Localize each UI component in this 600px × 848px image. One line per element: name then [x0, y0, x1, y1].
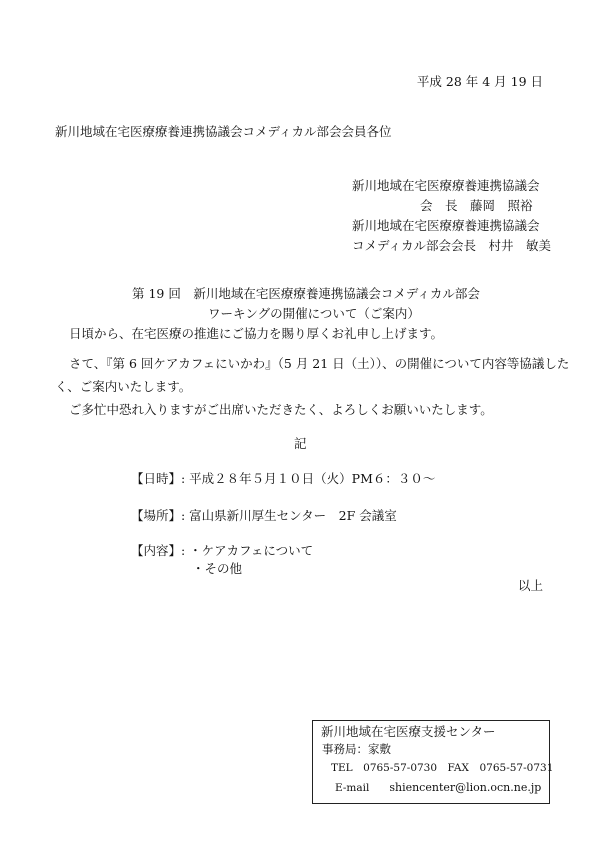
- body-paragraph-2-cont: く、ご案内いたします。: [55, 379, 192, 394]
- body-text-1: 日頃から、在宅医療の推進にご協力を賜り厚くお礼申し上げます。: [69, 326, 444, 341]
- document-date: 平成 28 年 4 月 19 日: [416, 74, 543, 89]
- body-text-2a: さて、『第 6 回ケアカフェにいかわ』（5 月 21 日（土））、の開催について内容等協議した: [69, 356, 570, 371]
- sender-role-2: コメディカル部会会長 村井 敏美: [352, 238, 552, 253]
- addressee: 新川地域在宅医療療養連携協議会コメディカル部会会員各位: [55, 124, 392, 139]
- body-text-3: ご多忙中恐れ入りますがご出席いただきたく、よろしくお願いいたします。: [69, 402, 493, 417]
- sender-org-1: 新川地域在宅医療療養連携協議会: [352, 178, 540, 193]
- closing-mark: 以上: [517, 578, 543, 593]
- detail-place: 【場所】: 富山県新川厚生センター 2F 会議室: [131, 508, 397, 523]
- body-paragraph-2: [55, 356, 569, 372]
- sender-block: [352, 176, 552, 256]
- document-title-line-1: 第 19 回 新川地域在宅医療療養連携協議会コメディカル部会: [132, 286, 480, 301]
- contact-center-name: 新川地域在宅医療支援センター: [321, 724, 496, 739]
- contact-office: 事務局：家敷: [322, 742, 391, 756]
- email-address[interactable]: shiencenter@lion.ocn.ne.jp: [389, 781, 542, 794]
- detail-datetime: 【日時】: 平成２８年５月１０日（火）PM６：３０～: [131, 471, 436, 486]
- contact-phone-fax: TEL 0765-57-0730 FAX 0765-57-0731: [331, 762, 554, 774]
- ki-heading: 記: [294, 436, 307, 451]
- email-label: E-mail: [335, 782, 370, 794]
- detail-content-item-2: ・その他: [192, 561, 243, 576]
- contact-box: [312, 720, 554, 804]
- detail-content: 【内容】: ・ケアカフェについて: [131, 543, 314, 558]
- contact-email-row: [321, 778, 545, 798]
- document-title-line-2: ワーキングの開催について（ご案内）: [208, 306, 420, 321]
- body-paragraph-3: [55, 402, 493, 418]
- sender-org-2: 新川地域在宅医療療養連携協議会: [352, 218, 540, 233]
- sender-role-1: 会 長 藤岡 照裕: [420, 198, 533, 213]
- body-paragraph-1: [55, 326, 443, 342]
